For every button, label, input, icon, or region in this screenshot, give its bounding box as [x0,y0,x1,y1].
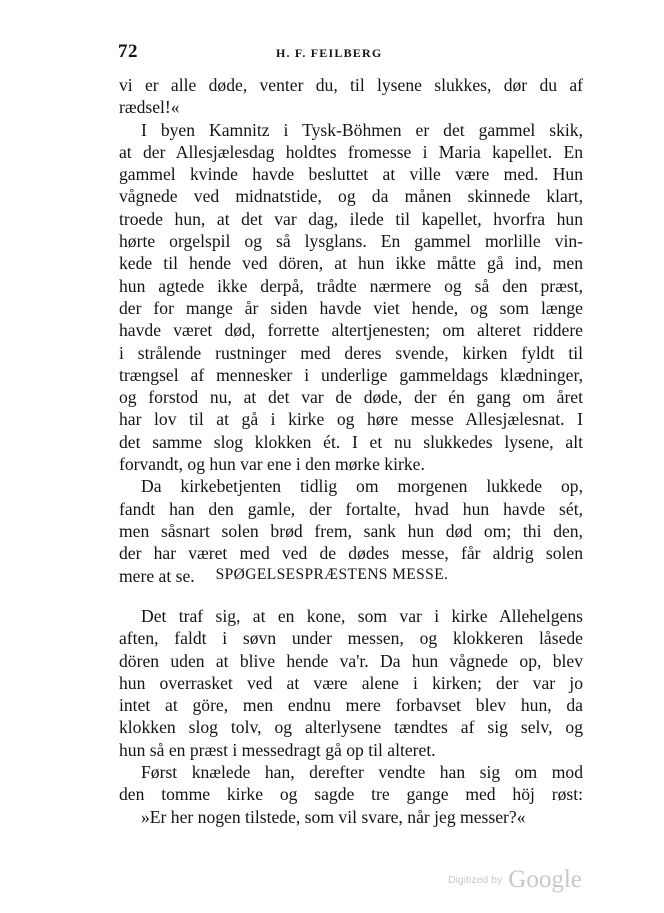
text-line: intet at göre, men endnu mere forbavset blev hun, da [119,695,583,716]
text-line: der har været med ved de dødes messe, får aldrig solen [119,543,583,564]
text-line: havde været død, forrette altertjenesten; om alteret riddere [119,320,583,341]
text-line: trængsel af mennesker i underlige gammeldags klædninger, [119,364,583,385]
text-line: vi er alle døde, venter du, til lysene slukkes, dør du af [119,75,583,95]
text-line: mere at se. [119,565,195,586]
text-line: troede hun, at det var dag, ilede til kapellet, hvorfra hun [119,208,583,229]
text-line: I byen Kamnitz i Tysk-Böhmen er det gammel skik, [141,119,583,140]
running-head: H. F. FEILBERG [276,46,383,60]
digitized-watermark [448,866,582,894]
text-line: Først knælede han, derefter vendte han sig om mod [141,762,583,783]
text-line: i strålende rustninger med deres svende, kirken fyldt til [119,342,583,363]
section-heading: SPØGELSESPRÆSTENS MESSE. [215,566,449,583]
text-line: hun agtede ikke derpå, trådte nærmere og så den præst, [119,275,583,296]
digitized-label: Digitized by [448,874,503,886]
text-line: men såsnart solen brød frem, sank hun død om; thi den, [119,520,583,541]
text-line: vågnede ved midnatstide, og da månen skinnede klart, [119,186,583,207]
text-line: dören uden at blive hende va'r. Da hun vågnede op, blev [119,650,583,671]
text-line: hun overrasket ved at være alene i kirken; der var jo [119,672,583,693]
text-line: Det traf sig, at en kone, som var i kirke Allehelgens [141,606,583,626]
text-line: fandt han den gamle, der fortalte, hvad hun havde sét, [119,498,583,519]
text-line: gammel kvinde havde besluttet at ville være med. Hun [119,164,583,185]
text-line: den tomme kirke og sagde tre gange med höj røst: [119,784,583,805]
text-line: hun så en præst i messedragt gå op til alteret. [119,739,436,760]
text-line: »Er her nogen tilstede, som vil svare, når jeg messer?« [141,806,526,827]
text-block-2 [119,605,583,828]
text-line: har lov til at gå i kirke og høre messe Allesjælesnat. I [119,409,583,430]
text-line: rædsel!« [119,97,180,118]
text-line: Da kirkebetjenten tidlig om morgenen lukkede op, [141,476,583,497]
text-line: at der Allesjælesdag holdtes fromesse i Maria kapellet. En [119,141,583,162]
page-number: 72 [118,41,138,62]
text-line: det samme slog klokken ét. I et nu slukkedes lysene, alt [119,431,583,452]
text-line: hørte orgelspil og så lysglans. En gammel morlille vin- [119,231,583,252]
text-line: aften, faldt i søvn under messen, og klokkeren låsede [119,628,583,649]
text-line: forvandt, og hun var ene i den mørke kirke. [119,454,425,475]
text-block-1 [119,74,583,587]
text-line: kede til hende ved dören, at hun ikke måtte gå ind, men [119,253,583,274]
text-line: der for mange år siden havde viet hende, og som længe [119,297,583,318]
text-line: klokken slog tolv, og alterlysene tændtes af sig selv, og [119,717,583,738]
text-line: og forstod nu, at det var de døde, der én gang om året [119,387,583,408]
google-logo: Google [508,866,582,893]
